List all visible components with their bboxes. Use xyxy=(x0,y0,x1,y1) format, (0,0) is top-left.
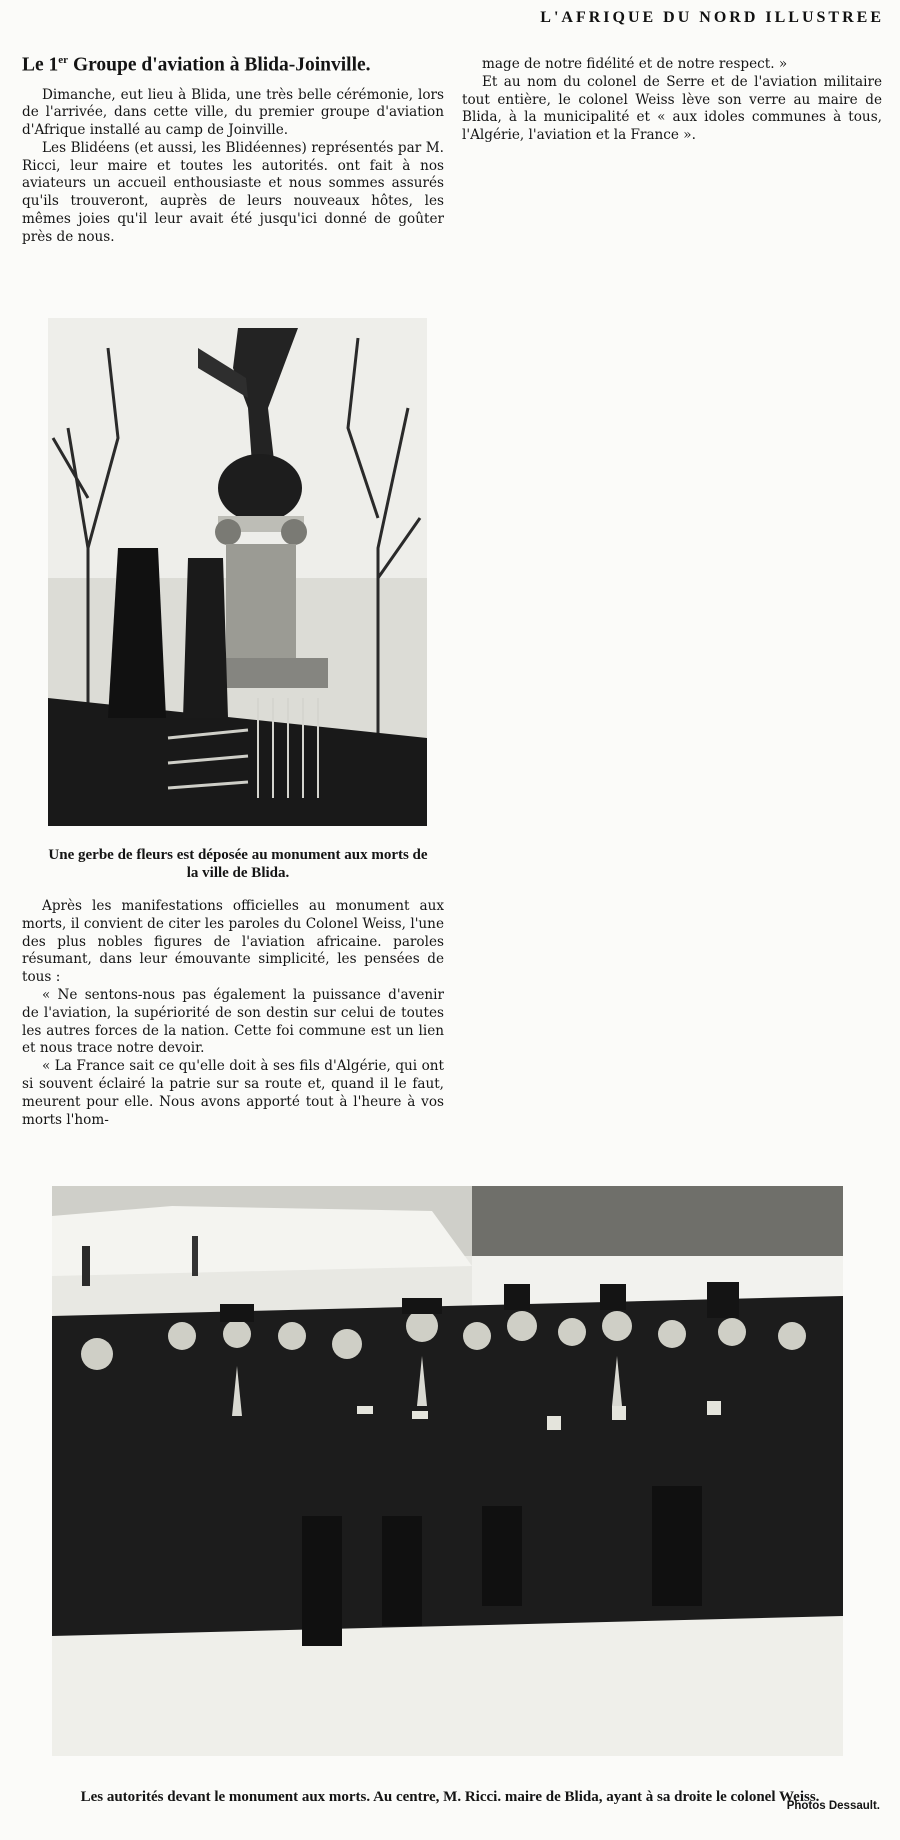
running-head: L'AFRIQUE DU NORD ILLUSTREE xyxy=(540,9,884,26)
intro-paragraph: Dimanche, eut lieu à Blida, une très belle cérémonie, lors de l'arrivée, dans cette ville, du premier groupe d'aviation d'Afrique installé au camp de Joinville. xyxy=(22,86,444,139)
article-intro-column xyxy=(22,48,444,247)
group-caption: Les autorités devant le monument aux morts. Au centre, M. Ricci. maire de Blida, ayant à sa droite le colonel Weiss. xyxy=(80,1789,820,1805)
article-title: Le 1er Groupe d'aviation à Blida-Joinville. xyxy=(22,54,371,76)
right-paragraph: mage de notre fidélité et de notre respect. » xyxy=(482,56,788,72)
right-paragraph: Et au nom du colonel de Serre et de l'aviation militaire tout entière, le colonel Weiss lève son verre au maire de Blida, à la municipalité et « aux idoles communes à tous, l'Algérie, l'aviation et la France ». xyxy=(462,73,882,144)
body-paragraph: Après les manifestations officielles au monument aux morts, il convient de citer les paroles du Colonel Weiss, l'une des plus nobles figures de l'aviation africaine. paroles résumant, dans leur émouvante simplicité, les pensées de tous : xyxy=(22,898,444,986)
article-right-column xyxy=(462,56,882,145)
monument-caption: Une gerbe de fleurs est déposée au monument aux morts de la ville de Blida. xyxy=(48,847,428,881)
photo-credit: Photos Dessault. xyxy=(786,1800,880,1812)
intro-paragraph: Les Blidéens (et aussi, les Blidéennes) représentés par M. Ricci, leur maire et toutes les autorités. ont fait à nos aviateurs un accueil enthousiaste et nous sommes assurés qu'ils trouveront, auprès de leurs nouveaux hôtes, les mêmes joies qu'il leur avait été jusqu'ici donné de goûter près de nous. xyxy=(22,139,444,245)
body-paragraph: « La France sait ce qu'elle doit à ses fils d'Algérie, qui ont si souvent éclairé la patrie sur sa route et, quand il le faut, meurent pour elle. Nous avons apporté tout à l'heure à vos morts l'hom- xyxy=(22,1058,444,1128)
monument-photo xyxy=(48,318,427,826)
article-body-column xyxy=(22,898,444,1129)
group-photo xyxy=(52,1186,843,1756)
body-paragraph: « Ne sentons-nous pas également la puissance d'avenir de l'aviation, la supériorité de son destin sur celui de toutes les autres forces de la nation. Cette foi commune est un lien et nous trace notre devoir. xyxy=(22,986,444,1057)
